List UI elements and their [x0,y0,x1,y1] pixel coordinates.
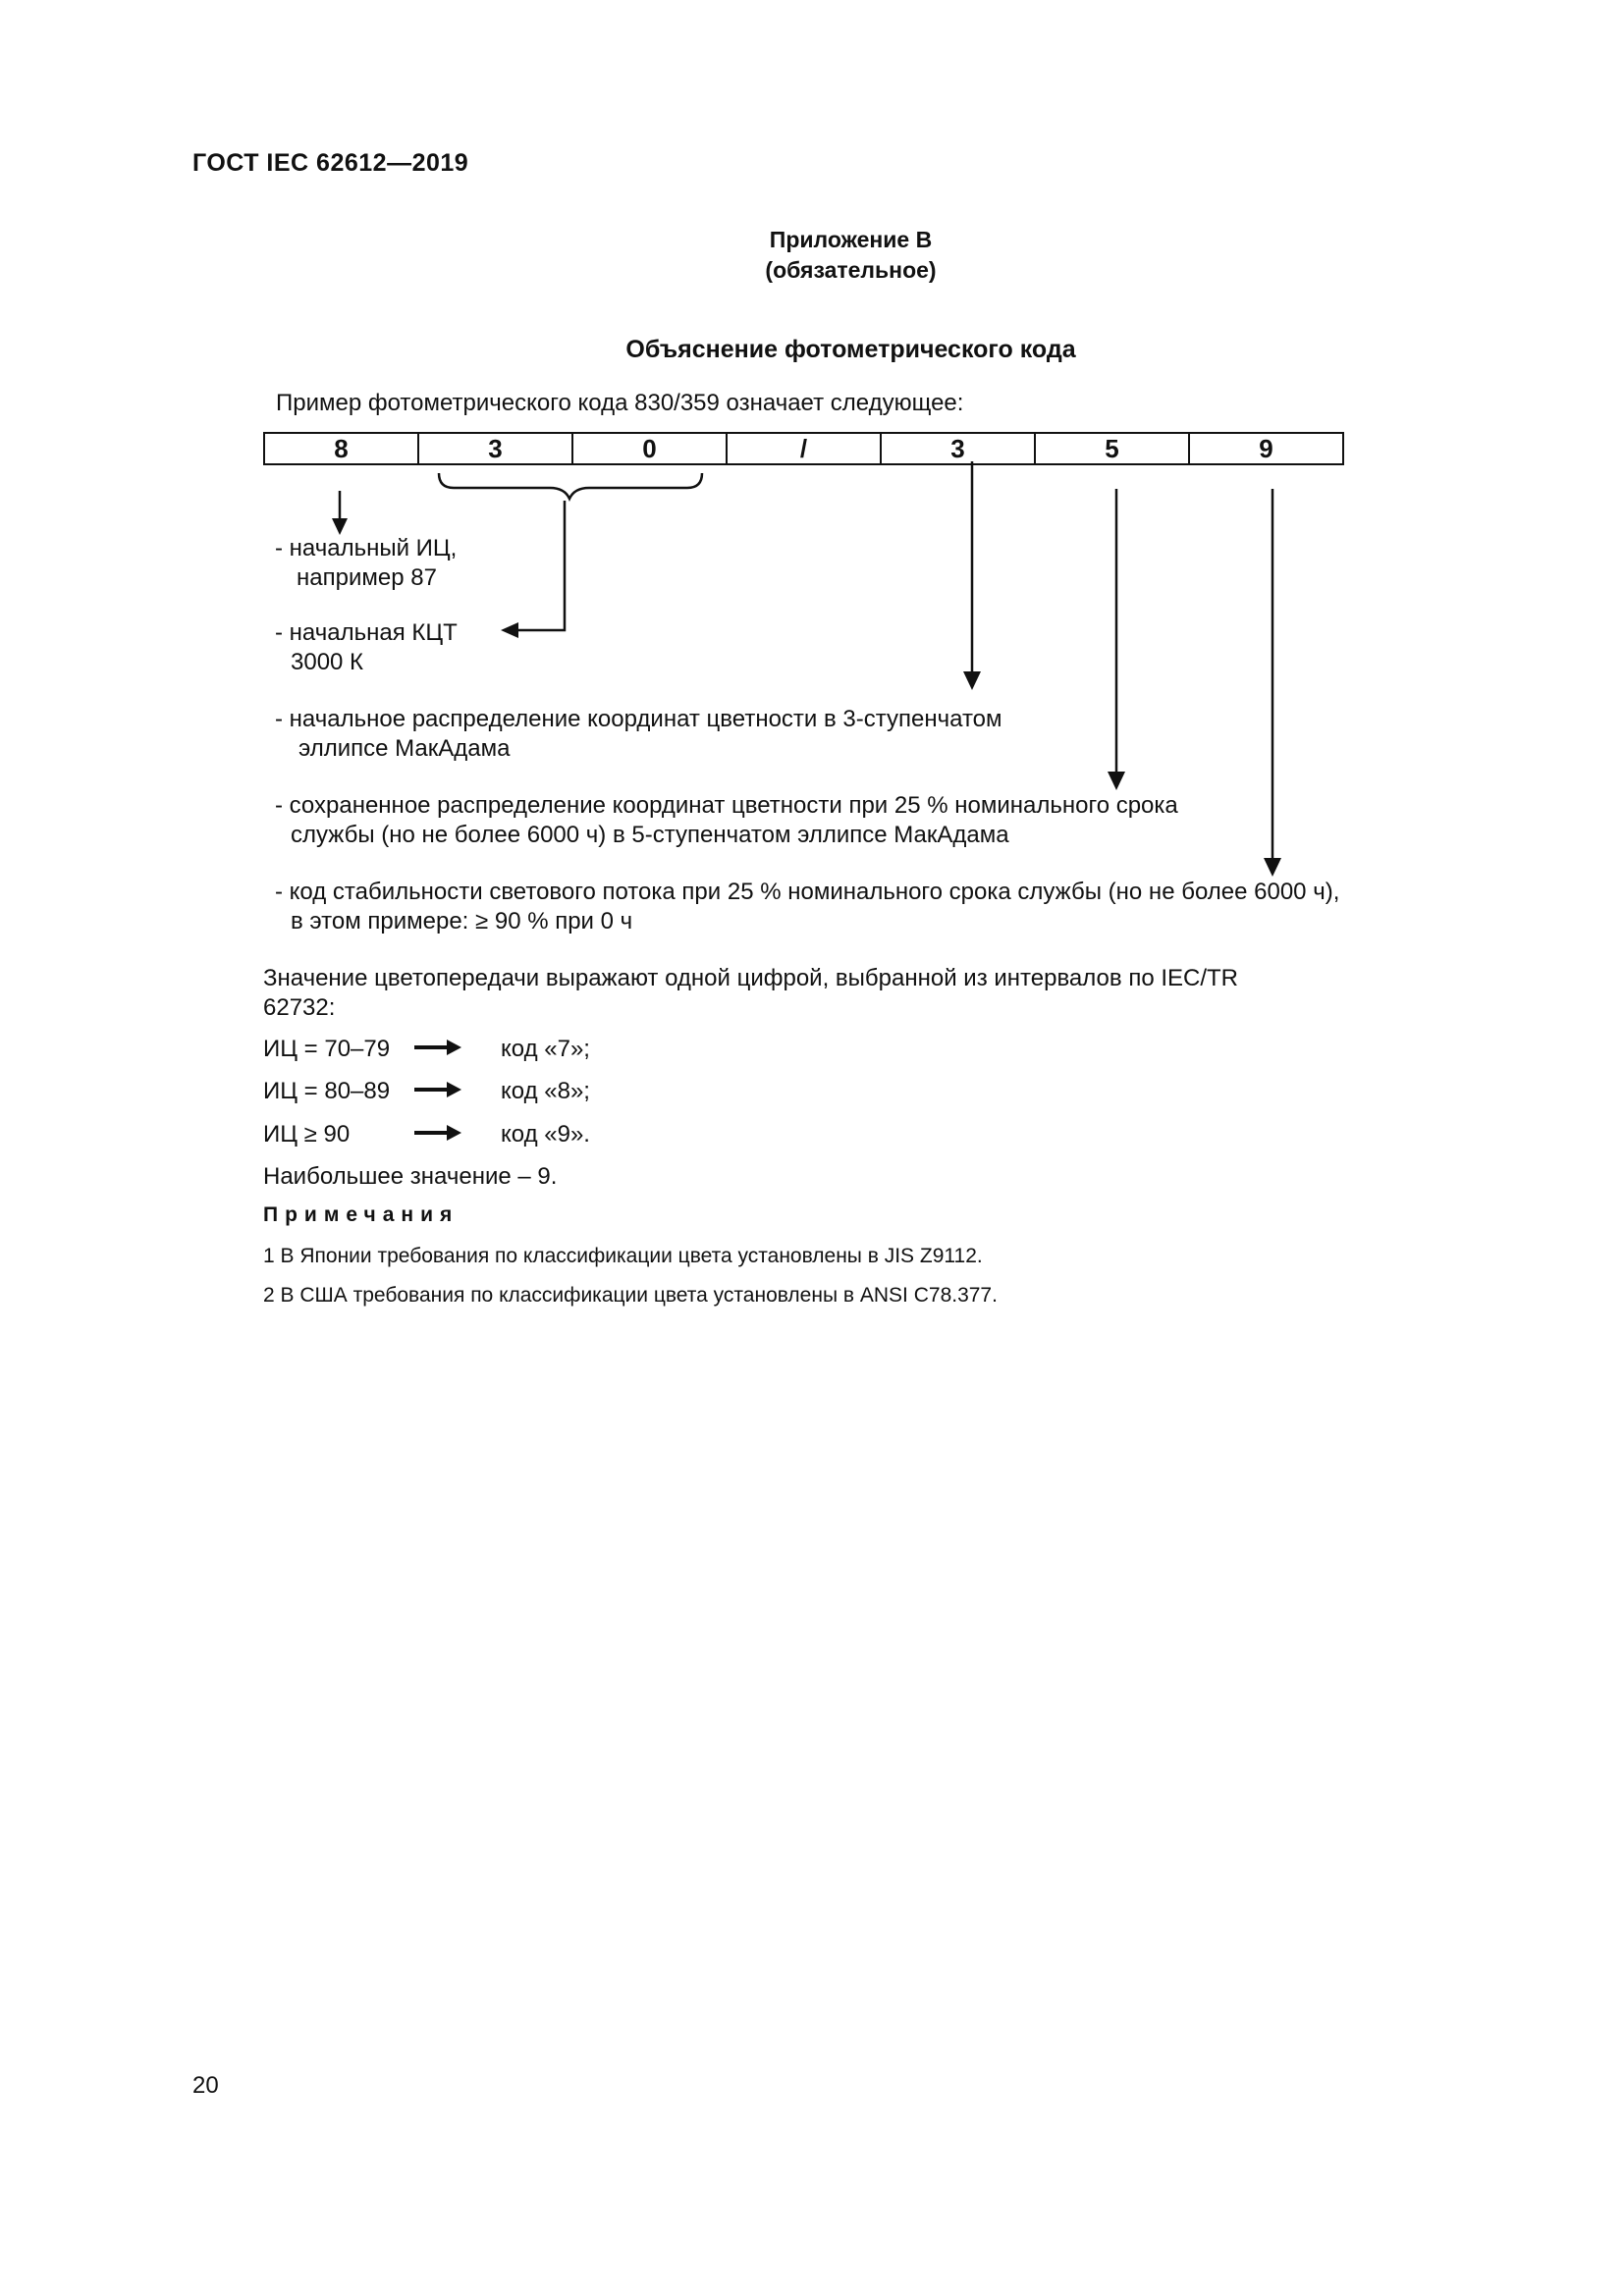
code-intro: Пример фотометрического кода 830/359 означает следующее: [276,390,964,416]
page-number: 20 [192,2072,219,2099]
brace-cct [439,473,702,499]
rating-code-2: код «8»; [501,1078,590,1104]
rating-range-1: ИЦ = 70–79 [263,1036,391,1062]
rating-range-3: ИЦ ≥ 90 [263,1121,351,1148]
explanation-flux-line2: в этом примере: ≥ 90 % при 0 ч [291,908,633,934]
photometric-code-table [263,432,1344,465]
rating-code-3: код «9». [501,1121,590,1148]
arrow-cct [515,501,565,630]
rating-code-1: код «7»; [501,1036,590,1062]
explanation-initial-line2: эллипсе МакАдама [298,735,511,762]
code-cell-initial-chromaticity: 3 [881,433,1035,464]
appendix-status: (обязательное) [765,257,937,283]
code-cell-flux-maintenance: 9 [1189,433,1343,464]
standard-header: ГОСТ IEC 62612—2019 [192,149,469,177]
explanation-rendering [275,534,457,593]
rendering-intro-line1: Значение цветопередачи выражают одной цифрой, выбранной из интервалов по IEC/TR [263,965,1238,991]
arrowhead-cct [501,622,518,638]
notes-heading: Примечания [263,1203,460,1226]
explanation-cct [275,618,458,677]
note-2: 2 В США требования по классификации цвета установлены в ANSI C78.377. [263,1284,998,1307]
code-row [264,433,1343,464]
arrow-row-1 [414,1040,461,1055]
arrowhead-flux-maintenance [1264,858,1281,877]
appendix-title: Приложение В [769,227,933,252]
explanation-maintained-line1: - сохраненное распределение координат цветности при 25 % номинального срока [275,792,1178,819]
arrowhead-initial-chromaticity [963,671,981,690]
explanation-flux-line1: - код стабильности светового потока при 25 % номинального срока службы (но не более 6000 ч), [275,879,1340,905]
code-cell-cct-1: 3 [418,433,572,464]
arrowhead-rendering [332,518,348,535]
code-cell-maintained-chromaticity: 5 [1035,433,1189,464]
code-cell-rendering: 8 [264,433,418,464]
max-value: Наибольшее значение – 9. [263,1163,558,1190]
arrow-row-3 [414,1125,461,1141]
explanation-rendering-line1: - начальный ИЦ, [275,535,458,561]
explanation-cct-line1: - начальная КЦТ [275,619,458,646]
arrow-row-2 [414,1082,461,1097]
rating-range-2: ИЦ = 80–89 [263,1078,391,1104]
rendering-intro-line2: 62732: [263,994,336,1021]
explanation-maintained-line2: службы (но не более 6000 ч) в 5-ступенчатом эллипсе МакАдама [291,822,1009,848]
arrowhead-maintained-chromaticity [1108,772,1125,790]
explanation-flux-maintenance [275,878,1339,936]
explanation-initial-line1: - начальное распределение координат цветности в 3-ступенчатом [275,706,1002,732]
rendering-intro [263,964,1238,1023]
explanation-rendering-line2: например 87 [297,564,437,591]
note-1: 1 В Японии требования по классификации цвета установлены в JIS Z9112. [263,1245,983,1267]
explanation-maintained-chromaticity [275,791,1178,850]
section-title: Объяснение фотометрического кода [625,336,1076,363]
explanation-cct-line2: 3000 К [291,649,364,675]
code-cell-cct-2: 0 [572,433,727,464]
code-cell-separator: / [727,433,881,464]
explanation-initial-chromaticity [275,705,1002,764]
